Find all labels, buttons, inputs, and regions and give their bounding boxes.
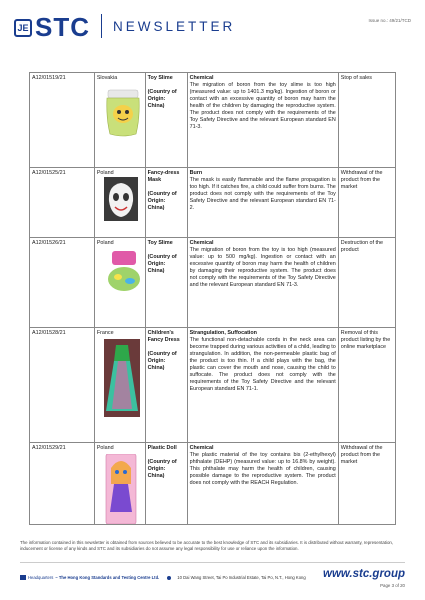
reference-number: A12/01529/21 xyxy=(32,444,66,451)
risk-type: Chemical xyxy=(189,444,214,451)
origin-country: China) xyxy=(147,364,165,371)
measures-taken: Withdrawal of the product from the market xyxy=(340,169,383,190)
measures-taken: Destruction of the product xyxy=(340,239,384,253)
page-number: Page 3 of 20 xyxy=(380,583,405,588)
table-row xyxy=(30,168,396,238)
headquarters-info xyxy=(20,575,306,580)
product-cell xyxy=(145,443,187,525)
product-name: Children's Fancy Dress xyxy=(147,329,180,343)
reference-number: A12/01525/21 xyxy=(32,169,66,176)
risk-type: Chemical xyxy=(189,74,214,81)
origin-country: China) xyxy=(147,102,165,109)
reference-number: A12/01528/21 xyxy=(32,329,66,336)
risk-description: The functional non-detachable cords in the neck area can become trapped during various activities of a child, leading to strangulation. In addition, the non-permeable plastic bag of the product is too thin. If a child plays with the bag, the plastic can cover the mouth and nose, causing the child to suffocate. The product does not comply with the requirements of the Toy Safety Directive and the relevant European standard EN 71-1. xyxy=(189,336,336,392)
reference-number: A12/01526/21 xyxy=(32,239,66,246)
hq-address: 10 Dai Wang Street, Tai Po Industrial Estate, Tai Po, N.T., Hong Kong xyxy=(177,575,306,580)
origin-country: China) xyxy=(147,472,165,479)
reference-cell xyxy=(30,73,95,168)
notifying-country: Poland xyxy=(96,169,114,176)
measures-cell xyxy=(338,443,395,525)
origin-country: China) xyxy=(147,267,165,274)
stc-logo-mark: JE xyxy=(14,19,32,37)
table-row xyxy=(30,238,396,328)
product-name: Toy Slime xyxy=(147,74,173,81)
risk-type: Strangulation, Suffocation xyxy=(189,329,257,336)
measures-cell xyxy=(338,168,395,238)
risk-description: The migration of boron from the toy slime is too high (measured value: up to 1401.3 mg/kg). Ingestion of boron or contact with an excessive quantity of boron may harm the health of the children by damaging the reproductive system. The product does not comply with the requirements of the Toy Safety Directive and the relevant European standard EN 71-3. xyxy=(189,81,336,130)
measures-cell xyxy=(338,73,395,168)
measures-taken: Stop of sales xyxy=(340,74,372,81)
product-name: Fancy-dress Mask xyxy=(147,169,180,183)
plastic-doll-image xyxy=(104,454,138,524)
measures-cell xyxy=(338,328,395,443)
page-footer xyxy=(0,566,425,600)
newsletter-header xyxy=(0,0,425,50)
product-cell xyxy=(145,168,187,238)
risk-description: The plastic material of the toy contains bis (2-ethylhexyl) phthalate (DEHP) (measured value: up to 16.8% by weight). This phthalate may harm the health of children, causing possible damage to the reproductive system. The product does not comply with the REACH Regulation. xyxy=(189,451,336,486)
footer-divider xyxy=(20,562,405,563)
table-row xyxy=(30,328,396,443)
issue-number: Issue no.: 49/21/TCD xyxy=(368,18,411,23)
notifying-country: Slovakia xyxy=(96,74,118,81)
measures-cell xyxy=(338,238,395,328)
risk-description: The mask is easily flammable and the flame propagation is too high. If it catches fire, a child could suffer from burns. The product does not comply with the requirements of the Toy Safety Directive and the relevant European standard EN 71-2. xyxy=(189,176,336,211)
reference-cell xyxy=(30,328,95,443)
origin-label: (Country of Origin: xyxy=(147,190,177,204)
mask-image xyxy=(104,177,138,221)
product-cell xyxy=(145,328,187,443)
disclaimer-text: The information contained in this newsletter is obtained from sources believed to be accurate to the best knowledge of STC and its subsidiaries. It is distributed without warranty, representation, inducement or license of any kinds and STC and its subsidiaries do not assume any legal responsibility for use or reliance upon the information. xyxy=(20,540,394,551)
reference-cell xyxy=(30,238,95,328)
product-cell xyxy=(145,73,187,168)
header-divider xyxy=(101,14,102,38)
measures-taken: Removal of this product listing by the online marketplace xyxy=(340,329,391,350)
notifying-country: Poland xyxy=(96,444,114,451)
risk-cell xyxy=(187,168,338,238)
slime-jar-image xyxy=(104,88,142,138)
measures-taken: Withdrawal of the product from the market xyxy=(340,444,383,465)
table-row xyxy=(30,443,396,525)
stc-logo xyxy=(14,12,90,43)
notifying-country: Poland xyxy=(96,239,114,246)
stc-logo-text: STC xyxy=(35,12,90,42)
hq-label: Headquarters xyxy=(28,575,54,580)
website-link[interactable]: www.stc.group xyxy=(323,568,405,580)
risk-cell xyxy=(187,328,338,443)
notifying-country: France xyxy=(96,329,114,336)
origin-label: (Country of Origin: xyxy=(147,458,177,472)
product-name: Plastic Doll xyxy=(147,444,177,451)
origin-label: (Country of Origin: xyxy=(147,88,177,102)
newsletter-title: NEWSLETTER xyxy=(113,19,236,34)
product-name: Toy Slime xyxy=(147,239,173,246)
risk-cell xyxy=(187,443,338,525)
slime-toy-image xyxy=(104,249,144,293)
product-recall-table xyxy=(29,72,396,525)
origin-label: (Country of Origin: xyxy=(147,350,177,364)
risk-type: Burn xyxy=(189,169,203,176)
reference-cell xyxy=(30,443,95,525)
origin-label: (Country of Origin: xyxy=(147,253,177,267)
table-row xyxy=(30,73,396,168)
building-icon xyxy=(20,575,26,580)
fancy-dress-image xyxy=(104,339,140,417)
risk-type: Chemical xyxy=(189,239,214,246)
reference-cell xyxy=(30,168,95,238)
origin-country: China) xyxy=(147,204,165,211)
risk-cell xyxy=(187,238,338,328)
reference-number: A12/01519/21 xyxy=(32,74,66,81)
hq-company-name: – The Hong Kong Standards and Testing Centre Ltd. xyxy=(55,575,160,580)
risk-cell xyxy=(187,73,338,168)
location-pin-icon xyxy=(167,576,171,580)
product-cell xyxy=(145,238,187,328)
risk-description: The migration of boron from the toy is too high (measured value: up to 500 mg/kg). Ingestion or contact with an excessive quantity of boron may harm the health of children by damaging their reproductive system. The product does not comply with the requirements of the Toy Safety Directive and the relevant European standard EN 71-3. xyxy=(189,246,336,288)
